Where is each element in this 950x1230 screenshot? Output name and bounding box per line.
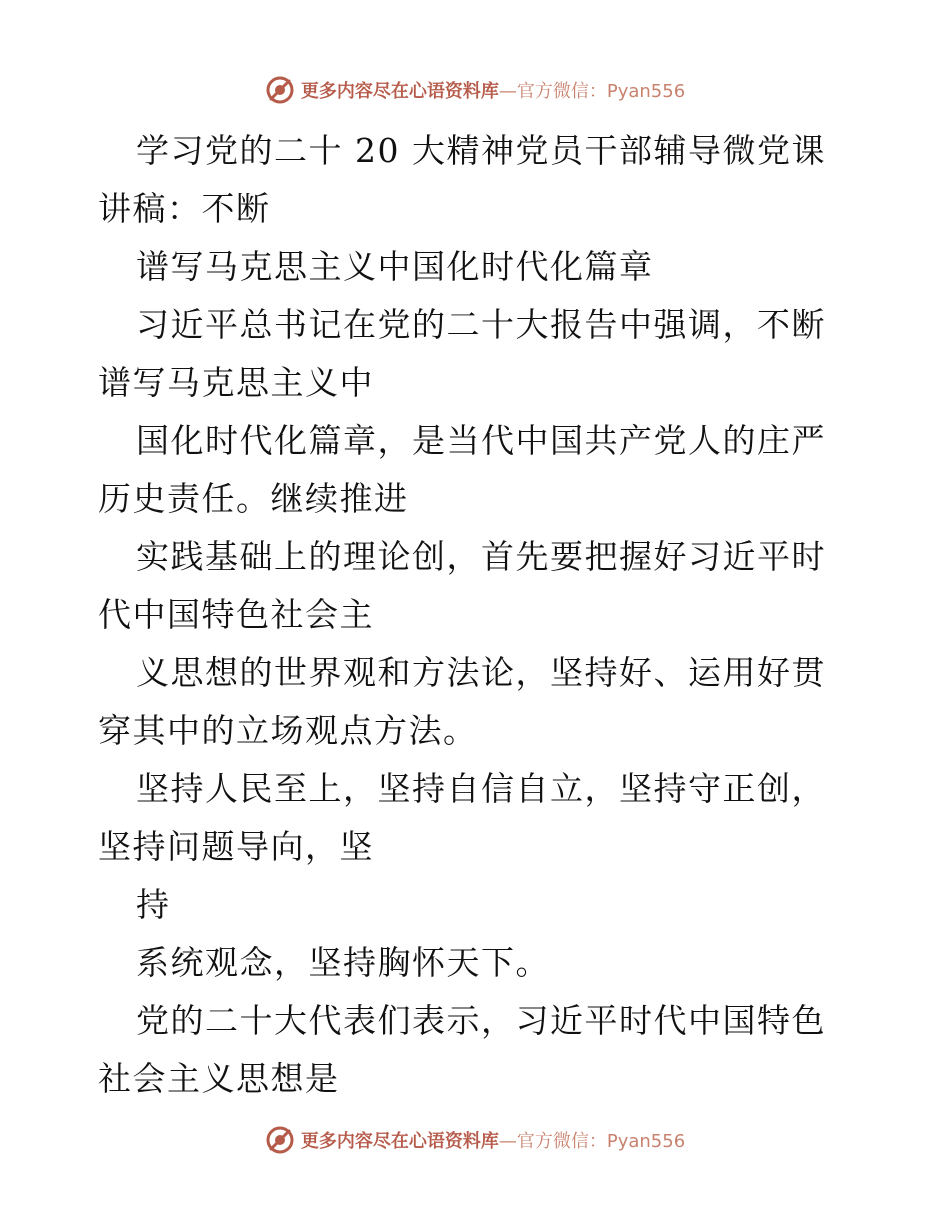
logo-icon (265, 1125, 295, 1155)
paragraph: 学习党的二十 20 大精神党员干部辅导微党课讲稿：不断 (98, 131, 826, 228)
logo-icon (265, 75, 295, 105)
paragraph: 义思想的世界观和方法论，坚持好、运用好贯穿其中的立场观点方法。 (98, 653, 826, 750)
header-banner (0, 70, 950, 110)
paragraph: 系统观念，坚持胸怀天下。 (136, 943, 550, 982)
paragraph: 实践基础上的理论创，首先要把握好习近平时代中国特色社会主 (98, 537, 826, 634)
paragraph: 谱写马克思主义中国化时代化篇章 (136, 247, 654, 286)
paragraph: 坚持人民至上，坚持自信自立，坚持守正创，坚持问题导向，坚 (98, 769, 826, 866)
paragraph: 党的二十大代表们表示，习近平时代中国特色社会主义思想是 (98, 1001, 826, 1098)
banner-text: 更多内容尽在心语资料库—官方微信：Pyan556 (300, 81, 686, 102)
paragraph: 持 (136, 885, 171, 924)
banner-text: 更多内容尽在心语资料库—官方微信：Pyan556 (300, 1131, 686, 1152)
document-body (98, 122, 858, 1108)
paragraph: 国化时代化篇章，是当代中国共产党人的庄严历史责任。继续推进 (98, 421, 826, 518)
footer-banner (0, 1120, 950, 1160)
paragraph: 习近平总书记在党的二十大报告中强调，不断谱写马克思主义中 (98, 305, 826, 402)
